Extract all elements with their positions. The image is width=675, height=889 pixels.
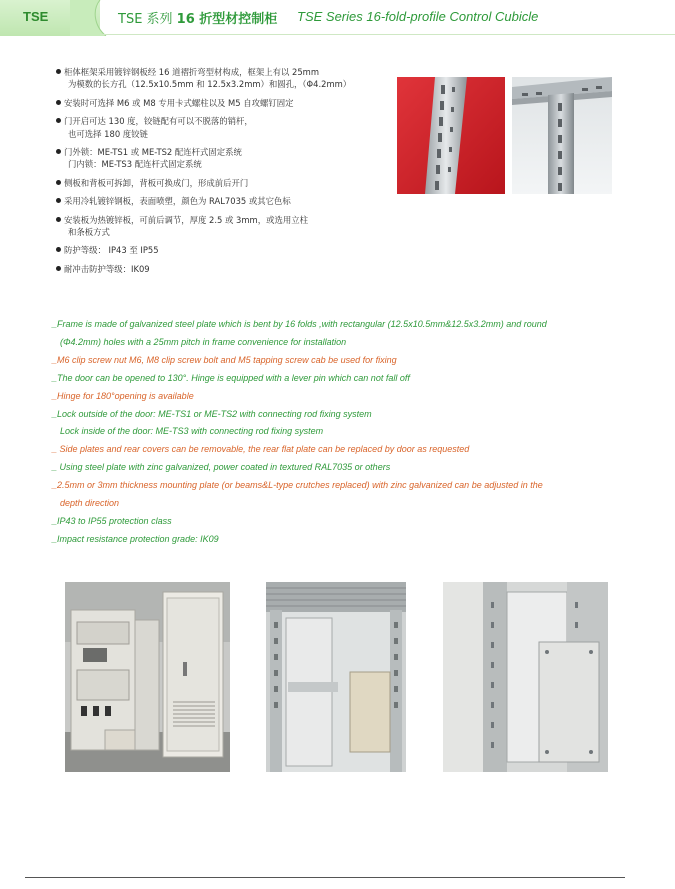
photo-cabinet-mounting-plate	[443, 582, 608, 772]
feature-en-item	[52, 513, 632, 531]
feature-cn-line: 门外锁：ME-TS1 或 ME-TS2 配连杆式固定系统	[64, 147, 242, 158]
feature-en-line: Lock inside of the door: ME-TS3 with connecting rod fixing system	[60, 426, 324, 437]
feature-cn-line: 柜体框架采用镀锌钢板经 16 道褶折弯型材构成，框架上有以 25mm	[64, 67, 319, 77]
feature-cn-line: 门开启可达 130 度，铰链配有可以不脱落的销杆，	[64, 116, 253, 127]
photo-cabinets-room	[65, 582, 230, 772]
bullet-dot-icon	[56, 198, 61, 203]
feature-cn-item	[56, 195, 386, 207]
page-title-en: TSE Series 16-fold-profile Control Cubicle	[297, 9, 539, 24]
feature-cn-line: 和条板方式	[68, 227, 110, 238]
feature-en-item	[52, 370, 632, 388]
feature-cn-item	[56, 66, 386, 91]
header-rule	[100, 34, 675, 35]
feature-en-line: _M6 clip screw nut M6, M8 clip screw bolt and M5 tapping screw cab be used for fixing	[52, 354, 397, 365]
bullet-dot-icon	[56, 149, 61, 154]
feature-cn-line: 也可选择 180 度铰链	[68, 128, 148, 139]
feature-cn-line: 安装时可选择 M6 或 M8 专用卡式螺柱以及 M5 自攻螺钉固定	[64, 97, 294, 108]
feature-cn-line: 防护等级： IP43 至 IP55	[64, 245, 159, 256]
photo-cabinet-interior-frame	[266, 582, 406, 772]
brand-label: TSE	[23, 9, 49, 24]
feature-en-line: _Frame is made of galvanized steel plate which is bent by 16 folds ,with rectangular (12.5x10.5mm&12.5x3.2mm) and round	[52, 319, 547, 329]
photo-profile-red	[397, 77, 505, 194]
bullet-dot-icon	[56, 180, 61, 185]
features-cn-list	[56, 66, 386, 281]
bullet-dot-icon	[56, 69, 61, 74]
feature-en-line: _Hinge for 180°opening is available	[52, 390, 194, 401]
bullet-dot-icon	[56, 118, 61, 123]
feature-cn-line: 采用冷轧镀锌钢板，表面喷塑，颜色为 RAL7035 或其它色标	[64, 196, 291, 207]
feature-en-line: _ Using steel plate with zinc galvanized, power coated in textured RAL7035 or others	[52, 462, 391, 473]
feature-en-item	[52, 531, 632, 549]
feature-cn-line: 侧板和背板可拆卸，背板可换成门，形成前后开门	[64, 177, 249, 188]
feature-en-line: _Lock outside of the door: ME-TS1 or ME-TS2 with connecting rod fixing system	[52, 408, 372, 419]
feature-en-line: (Φ4.2mm) holes with a 25mm pitch in frame convenience for installation	[60, 336, 347, 347]
feature-cn-line: 为模数的长方孔（12.5x10.5mm 和 12.5x3.2mm）和圆孔，（Φ4.2mm）	[68, 79, 352, 90]
feature-cn-item	[56, 244, 386, 256]
page-title-cn: TSE 系列 16 折型材控制柜	[118, 12, 278, 27]
photo-profile-corner	[512, 77, 612, 194]
feature-en-line: _ Side plates and rear covers can be removable, the rear flat plate can be replaced by door as requested	[52, 444, 470, 455]
feature-cn-line: 安装板为热镀锌板，可前后调节，厚度 2.5 或 3mm，或选用立柱	[64, 214, 308, 225]
feature-cn-line: 门内锁：ME-TS3 配连杆式固定系统	[68, 159, 202, 170]
feature-cn-item	[56, 177, 386, 189]
feature-en-item	[52, 406, 632, 442]
feature-en-line: _The door can be opened to 130°. Hinge is equipped with a lever pin which can not fall off	[52, 372, 410, 383]
feature-en-item	[52, 352, 632, 370]
feature-en-item	[52, 316, 632, 352]
bullet-dot-icon	[56, 217, 61, 222]
feature-en-line: _2.5mm or 3mm thickness mounting plate (or beams&L-type crutches replaced) with zinc galvanized can be adjusted in the	[52, 480, 543, 491]
feature-cn-item	[56, 115, 386, 140]
feature-en-item	[52, 459, 632, 477]
page-header	[0, 0, 675, 36]
bullet-dot-icon	[56, 100, 61, 105]
feature-cn-item	[56, 146, 386, 171]
features-en-list	[52, 316, 632, 549]
feature-en-item	[52, 441, 632, 459]
feature-cn-line: 耐冲击防护等级：IK09	[64, 263, 150, 274]
feature-cn-item	[56, 97, 386, 109]
feature-en-line: _Impact resistance protection grade: IK09	[52, 533, 219, 544]
feature-cn-item	[56, 263, 386, 275]
feature-cn-item	[56, 214, 386, 239]
feature-en-line: _IP43 to IP55 protection class	[52, 515, 172, 526]
bullet-dot-icon	[56, 247, 61, 252]
footer-rule	[25, 877, 625, 878]
bullet-dot-icon	[56, 266, 61, 271]
feature-en-item	[52, 388, 632, 406]
feature-en-item	[52, 477, 632, 513]
feature-en-line: depth direction	[60, 498, 120, 509]
